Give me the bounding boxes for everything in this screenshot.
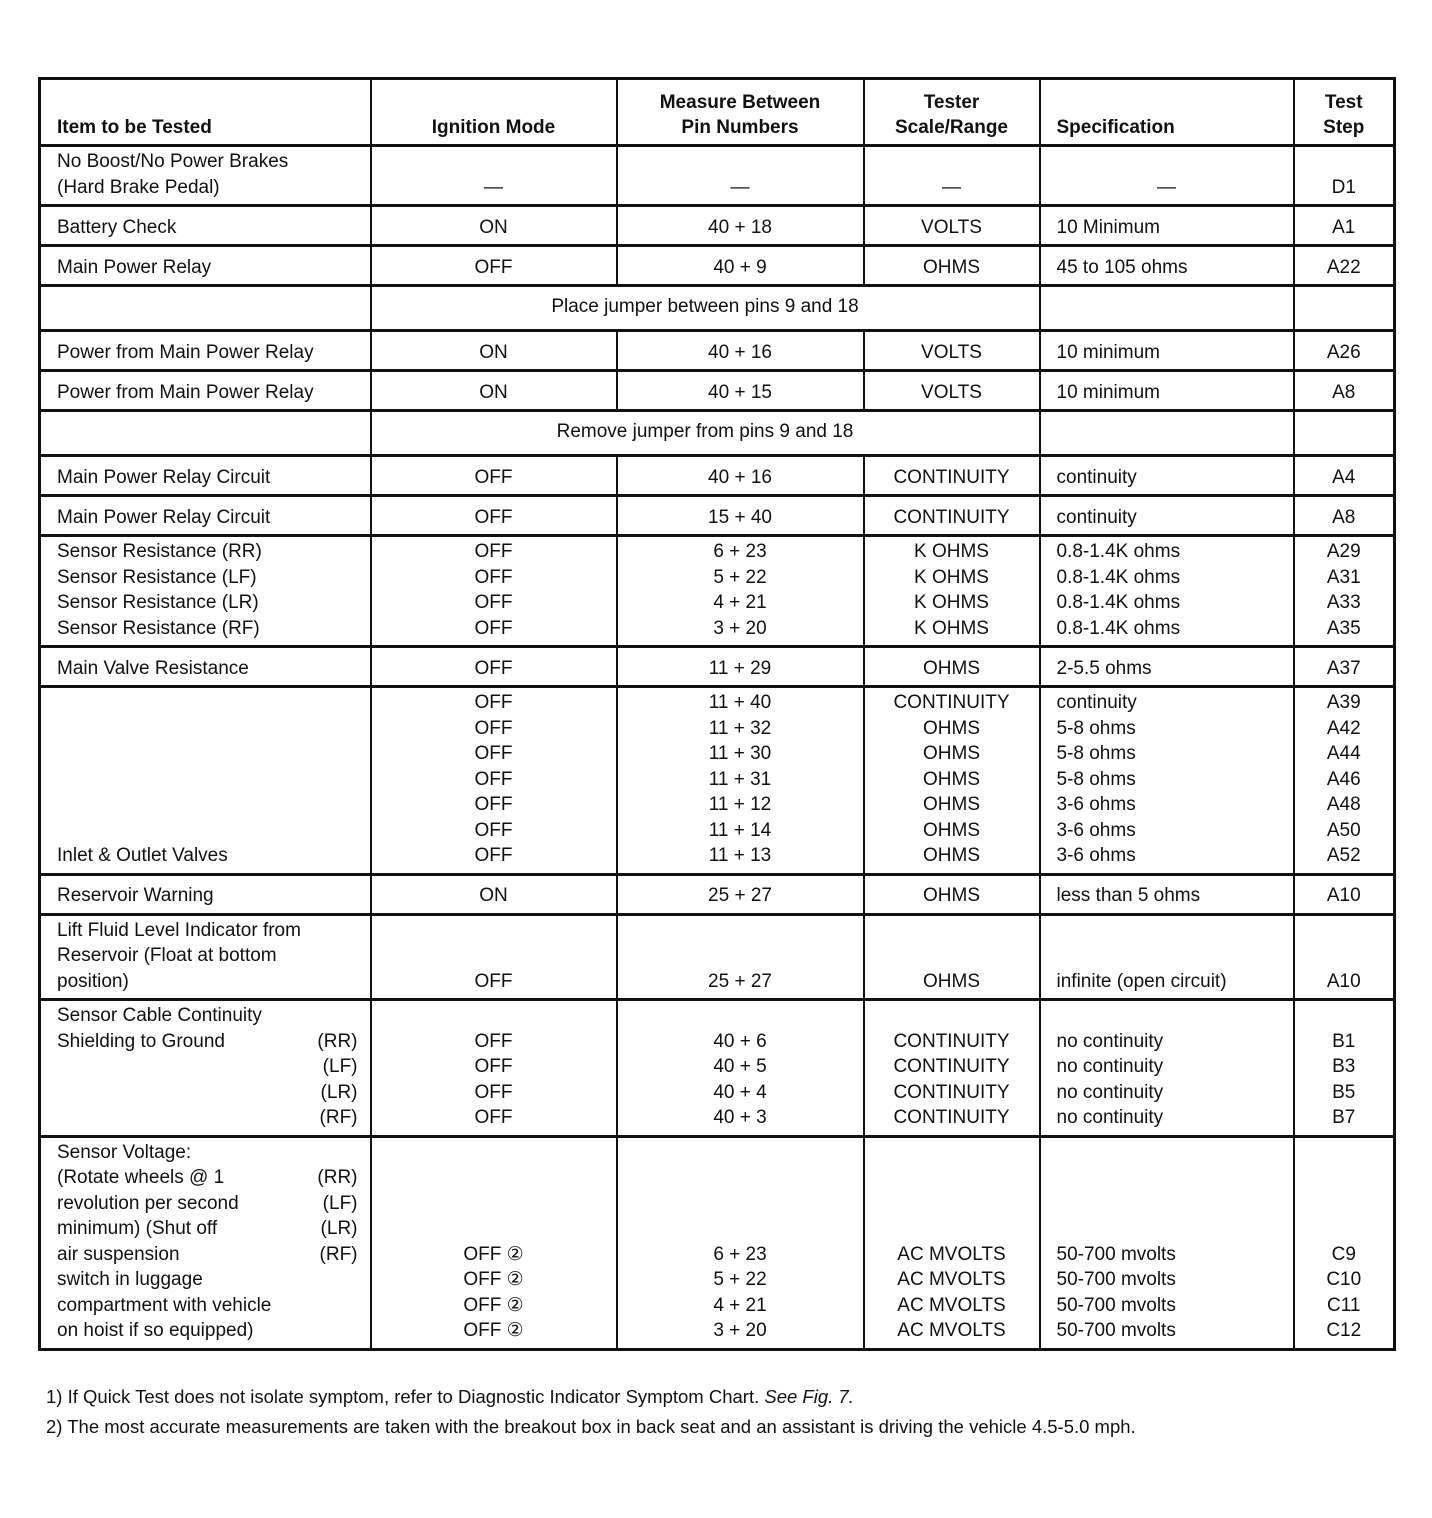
step-cell <box>1294 1136 1395 1349</box>
item-text: Sensor Voltage: <box>57 1141 192 1163</box>
pins-value: 11 + 14 <box>708 819 772 841</box>
instruction-row <box>40 411 1395 456</box>
item-text: compartment with vehicle <box>57 1294 272 1316</box>
pins-value: 4 + 21 <box>713 592 767 613</box>
table-row <box>40 874 1395 914</box>
ignition-value: OFF <box>474 743 513 764</box>
step-cell <box>1294 1000 1395 1137</box>
spec-value: 5-8 ohms <box>1056 768 1136 790</box>
ignition-value: OFF <box>474 717 513 739</box>
footnote-1-text: 1) If Quick Test does not isolate symptom, refer to Diagnostic Indicator Symptom Chart. <box>46 1386 760 1407</box>
pins-value: 40 + 4 <box>713 1081 767 1103</box>
ignition-value: OFF <box>474 768 513 790</box>
step-cell: A1 <box>1294 206 1395 246</box>
pins-cell: 25 + 27 <box>617 874 864 914</box>
scale-value: AC MVOLTS <box>897 1243 1006 1265</box>
item-cell: Power from Main Power Relay <box>40 371 371 411</box>
step-cell: A10 <box>1294 874 1395 914</box>
header-spec: Specification <box>1040 79 1294 146</box>
pins-value: 5 + 22 <box>713 1269 767 1290</box>
step-cell: A22 <box>1294 246 1395 286</box>
ignition-cell <box>371 536 617 647</box>
ignition-value: OFF <box>474 617 513 639</box>
spec-cell <box>1040 687 1294 875</box>
spec-value: no continuity <box>1056 1030 1164 1052</box>
diagnostic-table <box>38 77 1396 1351</box>
spec-value: no continuity <box>1056 1081 1164 1103</box>
step-value: A35 <box>1326 617 1361 639</box>
step-value: A52 <box>1326 845 1361 866</box>
pins-cell: 25 + 27 <box>617 914 864 1000</box>
step-value: C10 <box>1326 1269 1362 1290</box>
spec-cell: continuity <box>1040 456 1294 496</box>
step-cell: A4 <box>1294 456 1395 496</box>
item-cell <box>40 914 371 1000</box>
item-text: revolution per second <box>57 1192 239 1214</box>
spec-cell <box>1040 1136 1294 1349</box>
item-cell <box>40 1000 371 1137</box>
step-value: A42 <box>1326 717 1361 739</box>
step-value: A39 <box>1326 692 1361 713</box>
ignition-value: OFF <box>474 541 513 562</box>
item-cell <box>40 1136 371 1349</box>
spec-value: 50-700 mvolts <box>1056 1243 1176 1265</box>
step-cell <box>1294 536 1395 647</box>
scale-value: CONTINUITY <box>893 1056 1010 1077</box>
scale-value: CONTINUITY <box>893 1081 1010 1103</box>
item-text: position) <box>57 970 129 992</box>
spec-value: 5-8 ohms <box>1056 743 1136 764</box>
spec-cell: 10 minimum <box>1040 371 1294 411</box>
ignition-value: OFF ② <box>463 1320 524 1341</box>
spec-cell <box>1040 1000 1294 1137</box>
ignition-cell: OFF <box>371 456 617 496</box>
spec-value: 0.8-1.4K ohms <box>1056 617 1181 639</box>
pins-value: 40 + 3 <box>713 1107 767 1128</box>
table-row <box>40 536 1395 647</box>
item-text: (Hard Brake Pedal) <box>57 176 220 198</box>
position-label: (LF) <box>322 1056 358 1077</box>
pins-value: 11 + 13 <box>708 845 772 866</box>
scale-cell: — <box>864 146 1040 206</box>
scale-value: AC MVOLTS <box>897 1269 1006 1290</box>
step-value: A31 <box>1326 566 1361 588</box>
scale-cell <box>864 536 1040 647</box>
step-cell: A8 <box>1294 371 1395 411</box>
item-cell: Power from Main Power Relay <box>40 331 371 371</box>
pins-cell <box>617 687 864 875</box>
header-row <box>40 79 1395 146</box>
pins-value: 3 + 20 <box>713 617 767 639</box>
scale-cell: CONTINUITY <box>864 456 1040 496</box>
step-cell <box>1294 687 1395 875</box>
step-value: A50 <box>1326 819 1361 841</box>
position-label: (RR) <box>317 1167 358 1188</box>
ignition-value: OFF <box>474 592 513 613</box>
spec-value: 3-6 ohms <box>1056 794 1136 815</box>
step-value: A46 <box>1326 768 1361 790</box>
scale-cell: OHMS <box>864 914 1040 1000</box>
spec-value: 50-700 mvolts <box>1056 1294 1176 1316</box>
pins-value: 11 + 30 <box>708 743 772 764</box>
scale-cell <box>864 1000 1040 1137</box>
header-pins-line1: Measure Between <box>659 92 821 113</box>
pins-value: 6 + 23 <box>713 1243 767 1265</box>
scale-cell: VOLTS <box>864 331 1040 371</box>
instruction-cell: Place jumper between pins 9 and 18 <box>371 286 1040 331</box>
table-row <box>40 146 1395 206</box>
item-cell: Main Valve Resistance <box>40 647 371 687</box>
spec-value: no continuity <box>1056 1107 1164 1128</box>
pins-cell: — <box>617 146 864 206</box>
table-row <box>40 496 1395 536</box>
scale-value: OHMS <box>923 794 980 815</box>
spec-value: 0.8-1.4K ohms <box>1056 566 1181 588</box>
step-cell: A8 <box>1294 496 1395 536</box>
item-cell: Main Power Relay Circuit <box>40 456 371 496</box>
header-scale-line2: Scale/Range <box>895 117 1008 138</box>
spec-cell: 10 Minimum <box>1040 206 1294 246</box>
step-value: B1 <box>1332 1030 1356 1052</box>
item-text: No Boost/No Power Brakes <box>57 151 289 172</box>
item-cell <box>40 536 371 647</box>
pins-cell: 40 + 18 <box>617 206 864 246</box>
pins-value: 3 + 20 <box>713 1320 767 1341</box>
spec-value: 50-700 mvolts <box>1056 1269 1176 1290</box>
item-cell: Main Power Relay <box>40 246 371 286</box>
item-text: Sensor Resistance (RR) <box>57 541 262 562</box>
pins-value: 5 + 22 <box>713 566 767 588</box>
scale-value: CONTINUITY <box>893 1107 1010 1128</box>
scale-cell: OHMS <box>864 874 1040 914</box>
item-cell <box>40 146 371 206</box>
table-row <box>40 647 1395 687</box>
table-row <box>40 206 1395 246</box>
scale-value: OHMS <box>923 717 980 739</box>
header-scale <box>864 79 1040 146</box>
scale-cell <box>864 687 1040 875</box>
header-scale-line1: Tester <box>923 92 980 113</box>
spec-value: 0.8-1.4K ohms <box>1056 592 1181 613</box>
instruction-cell: Remove jumper from pins 9 and 18 <box>371 411 1040 456</box>
spec-value: continuity <box>1056 692 1137 713</box>
item-text-block <box>57 1140 271 1344</box>
scale-value: OHMS <box>923 845 980 866</box>
scale-cell: VOLTS <box>864 371 1040 411</box>
item-text: on hoist if so equipped) <box>57 1320 254 1341</box>
step-value: C9 <box>1331 1243 1356 1265</box>
scale-cell <box>864 1136 1040 1349</box>
scale-cell: OHMS <box>864 647 1040 687</box>
header-item: Item to be Tested <box>40 79 371 146</box>
position-label: (LF) <box>322 1192 358 1214</box>
position-list <box>317 1140 361 1344</box>
pins-value: 40 + 5 <box>713 1056 767 1077</box>
item-text: minimum) (Shut off <box>57 1218 218 1239</box>
pins-cell: 40 + 16 <box>617 331 864 371</box>
ignition-value: OFF <box>474 692 513 713</box>
ignition-cell: OFF <box>371 246 617 286</box>
header-pins-line2: Pin Numbers <box>681 117 799 138</box>
scale-value: CONTINUITY <box>893 1030 1010 1052</box>
position-list <box>317 1029 361 1131</box>
instruction-row <box>40 286 1395 331</box>
step-cell: D1 <box>1294 146 1395 206</box>
pins-value: 4 + 21 <box>713 1294 767 1316</box>
scale-value: K OHMS <box>914 592 989 613</box>
spec-cell: continuity <box>1040 496 1294 536</box>
ignition-value: OFF <box>474 1081 513 1103</box>
ignition-cell: ON <box>371 371 617 411</box>
table-row <box>40 914 1395 1000</box>
ignition-cell: OFF <box>371 496 617 536</box>
header-step <box>1294 79 1395 146</box>
scale-value: K OHMS <box>914 566 989 588</box>
step-value: C12 <box>1326 1320 1362 1341</box>
ignition-value: OFF <box>474 1030 513 1052</box>
item-cell: Battery Check <box>40 206 371 246</box>
ignition-value: OFF <box>474 819 513 841</box>
pins-cell: 15 + 40 <box>617 496 864 536</box>
item-text: Sensor Resistance (LR) <box>57 592 259 613</box>
pins-value: 11 + 40 <box>708 692 772 713</box>
spec-cell: 45 to 105 ohms <box>1040 246 1294 286</box>
ignition-cell: ON <box>371 206 617 246</box>
table-row <box>40 246 1395 286</box>
scale-cell: OHMS <box>864 246 1040 286</box>
position-label: (LR) <box>320 1218 358 1239</box>
step-value: B3 <box>1332 1056 1356 1077</box>
pins-cell: 40 + 16 <box>617 456 864 496</box>
item-cell: Inlet & Outlet Valves <box>40 687 371 875</box>
spec-value: 50-700 mvolts <box>1056 1320 1176 1341</box>
ignition-value: OFF ② <box>463 1243 524 1265</box>
pins-cell <box>617 1000 864 1137</box>
ignition-cell: — <box>371 146 617 206</box>
footnote-2-text: 2) The most accurate measurements are taken with the breakout box in back seat and an assistant is driving the vehicle 4.5-5.0 mph. <box>46 1416 1136 1437</box>
item-text: Shielding to Ground <box>57 1030 225 1052</box>
blank-cell <box>40 411 371 456</box>
pins-value: 6 + 23 <box>713 541 767 562</box>
item-text: Reservoir (Float at bottom <box>57 945 277 966</box>
spec-value: 3-6 ohms <box>1056 819 1136 841</box>
step-value: B7 <box>1332 1107 1356 1128</box>
table-row <box>40 371 1395 411</box>
ignition-cell <box>371 1136 617 1349</box>
position-label: (RF) <box>319 1243 358 1265</box>
step-value: A48 <box>1326 794 1361 815</box>
spec-value: 3-6 ohms <box>1056 845 1136 866</box>
pins-cell: 11 + 29 <box>617 647 864 687</box>
footnote-2 <box>46 1416 1136 1438</box>
item-cell: Reservoir Warning <box>40 874 371 914</box>
footnote-1 <box>46 1386 854 1408</box>
scale-cell: CONTINUITY <box>864 496 1040 536</box>
table-row <box>40 1000 1395 1137</box>
pins-cell: 40 + 15 <box>617 371 864 411</box>
spec-cell: infinite (open circuit) <box>1040 914 1294 1000</box>
ignition-value: OFF <box>474 566 513 588</box>
scale-value: CONTINUITY <box>893 692 1010 713</box>
ignition-value: OFF ② <box>463 1294 524 1316</box>
pins-value: 40 + 6 <box>713 1030 767 1052</box>
spec-cell <box>1040 536 1294 647</box>
step-value: C11 <box>1327 1294 1361 1316</box>
pins-cell <box>617 1136 864 1349</box>
spec-cell: — <box>1040 146 1294 206</box>
header-pins <box>617 79 864 146</box>
step-cell: A10 <box>1294 914 1395 1000</box>
spec-cell: 2-5.5 ohms <box>1040 647 1294 687</box>
table-row <box>40 331 1395 371</box>
ignition-cell: ON <box>371 874 617 914</box>
step-value: A44 <box>1326 743 1361 764</box>
ignition-value: OFF ② <box>463 1269 524 1290</box>
scale-value: AC MVOLTS <box>897 1320 1006 1341</box>
step-value: A29 <box>1326 541 1361 562</box>
item-text: Sensor Resistance (RF) <box>57 617 260 639</box>
step-cell: A37 <box>1294 647 1395 687</box>
blank-cell <box>1294 411 1395 456</box>
scale-cell: VOLTS <box>864 206 1040 246</box>
ignition-cell: OFF <box>371 914 617 1000</box>
scale-value: OHMS <box>923 768 980 790</box>
pins-cell <box>617 536 864 647</box>
item-text: (Rotate wheels @ 1 <box>57 1167 225 1188</box>
table-row <box>40 1136 1395 1349</box>
item-cell: Main Power Relay Circuit <box>40 496 371 536</box>
spec-value: 0.8-1.4K ohms <box>1056 541 1181 562</box>
item-position-block <box>57 1029 362 1131</box>
header-ignition: Ignition Mode <box>371 79 617 146</box>
ignition-value: OFF <box>474 794 513 815</box>
blank-cell <box>1294 286 1395 331</box>
step-value: B5 <box>1332 1081 1356 1103</box>
table-row <box>40 687 1395 875</box>
header-step-line1: Test <box>1324 92 1363 113</box>
ignition-cell <box>371 1000 617 1137</box>
spec-cell: 10 minimum <box>1040 331 1294 371</box>
step-value: A33 <box>1326 592 1361 613</box>
header-step-line2: Step <box>1323 117 1365 138</box>
ignition-value: OFF <box>474 1107 513 1128</box>
item-position-block <box>57 1140 362 1344</box>
ignition-cell <box>371 687 617 875</box>
position-label: (LR) <box>320 1081 358 1103</box>
scale-value: AC MVOLTS <box>897 1294 1006 1316</box>
ignition-cell: OFF <box>371 647 617 687</box>
footnote-1-figure-ref: See Fig. 7. <box>764 1386 854 1407</box>
ignition-value: OFF <box>474 845 513 866</box>
blank-cell <box>1040 286 1294 331</box>
item-text: switch in luggage <box>57 1269 203 1290</box>
position-label: (RR) <box>317 1030 358 1052</box>
pins-cell: 40 + 9 <box>617 246 864 286</box>
ignition-value: OFF <box>474 1056 513 1077</box>
spec-value: no continuity <box>1056 1056 1164 1077</box>
step-cell: A26 <box>1294 331 1395 371</box>
ignition-cell: ON <box>371 331 617 371</box>
spec-cell: less than 5 ohms <box>1040 874 1294 914</box>
table-row <box>40 456 1395 496</box>
scale-value: K OHMS <box>914 541 989 562</box>
blank-cell <box>40 286 371 331</box>
blank-cell <box>1040 411 1294 456</box>
item-text: Lift Fluid Level Indicator from <box>57 919 301 941</box>
scale-value: OHMS <box>923 743 980 764</box>
position-label: (RF) <box>319 1107 358 1128</box>
scale-value: K OHMS <box>914 617 989 639</box>
pins-value: 11 + 32 <box>708 717 772 739</box>
pins-value: 11 + 12 <box>708 794 772 815</box>
item-text: Sensor Resistance (LF) <box>57 566 257 588</box>
item-text: air suspension <box>57 1243 180 1265</box>
spec-value: 5-8 ohms <box>1056 717 1136 739</box>
item-text: Sensor Cable Continuity <box>57 1005 262 1026</box>
pins-value: 11 + 31 <box>708 768 772 790</box>
scale-value: OHMS <box>923 819 980 841</box>
